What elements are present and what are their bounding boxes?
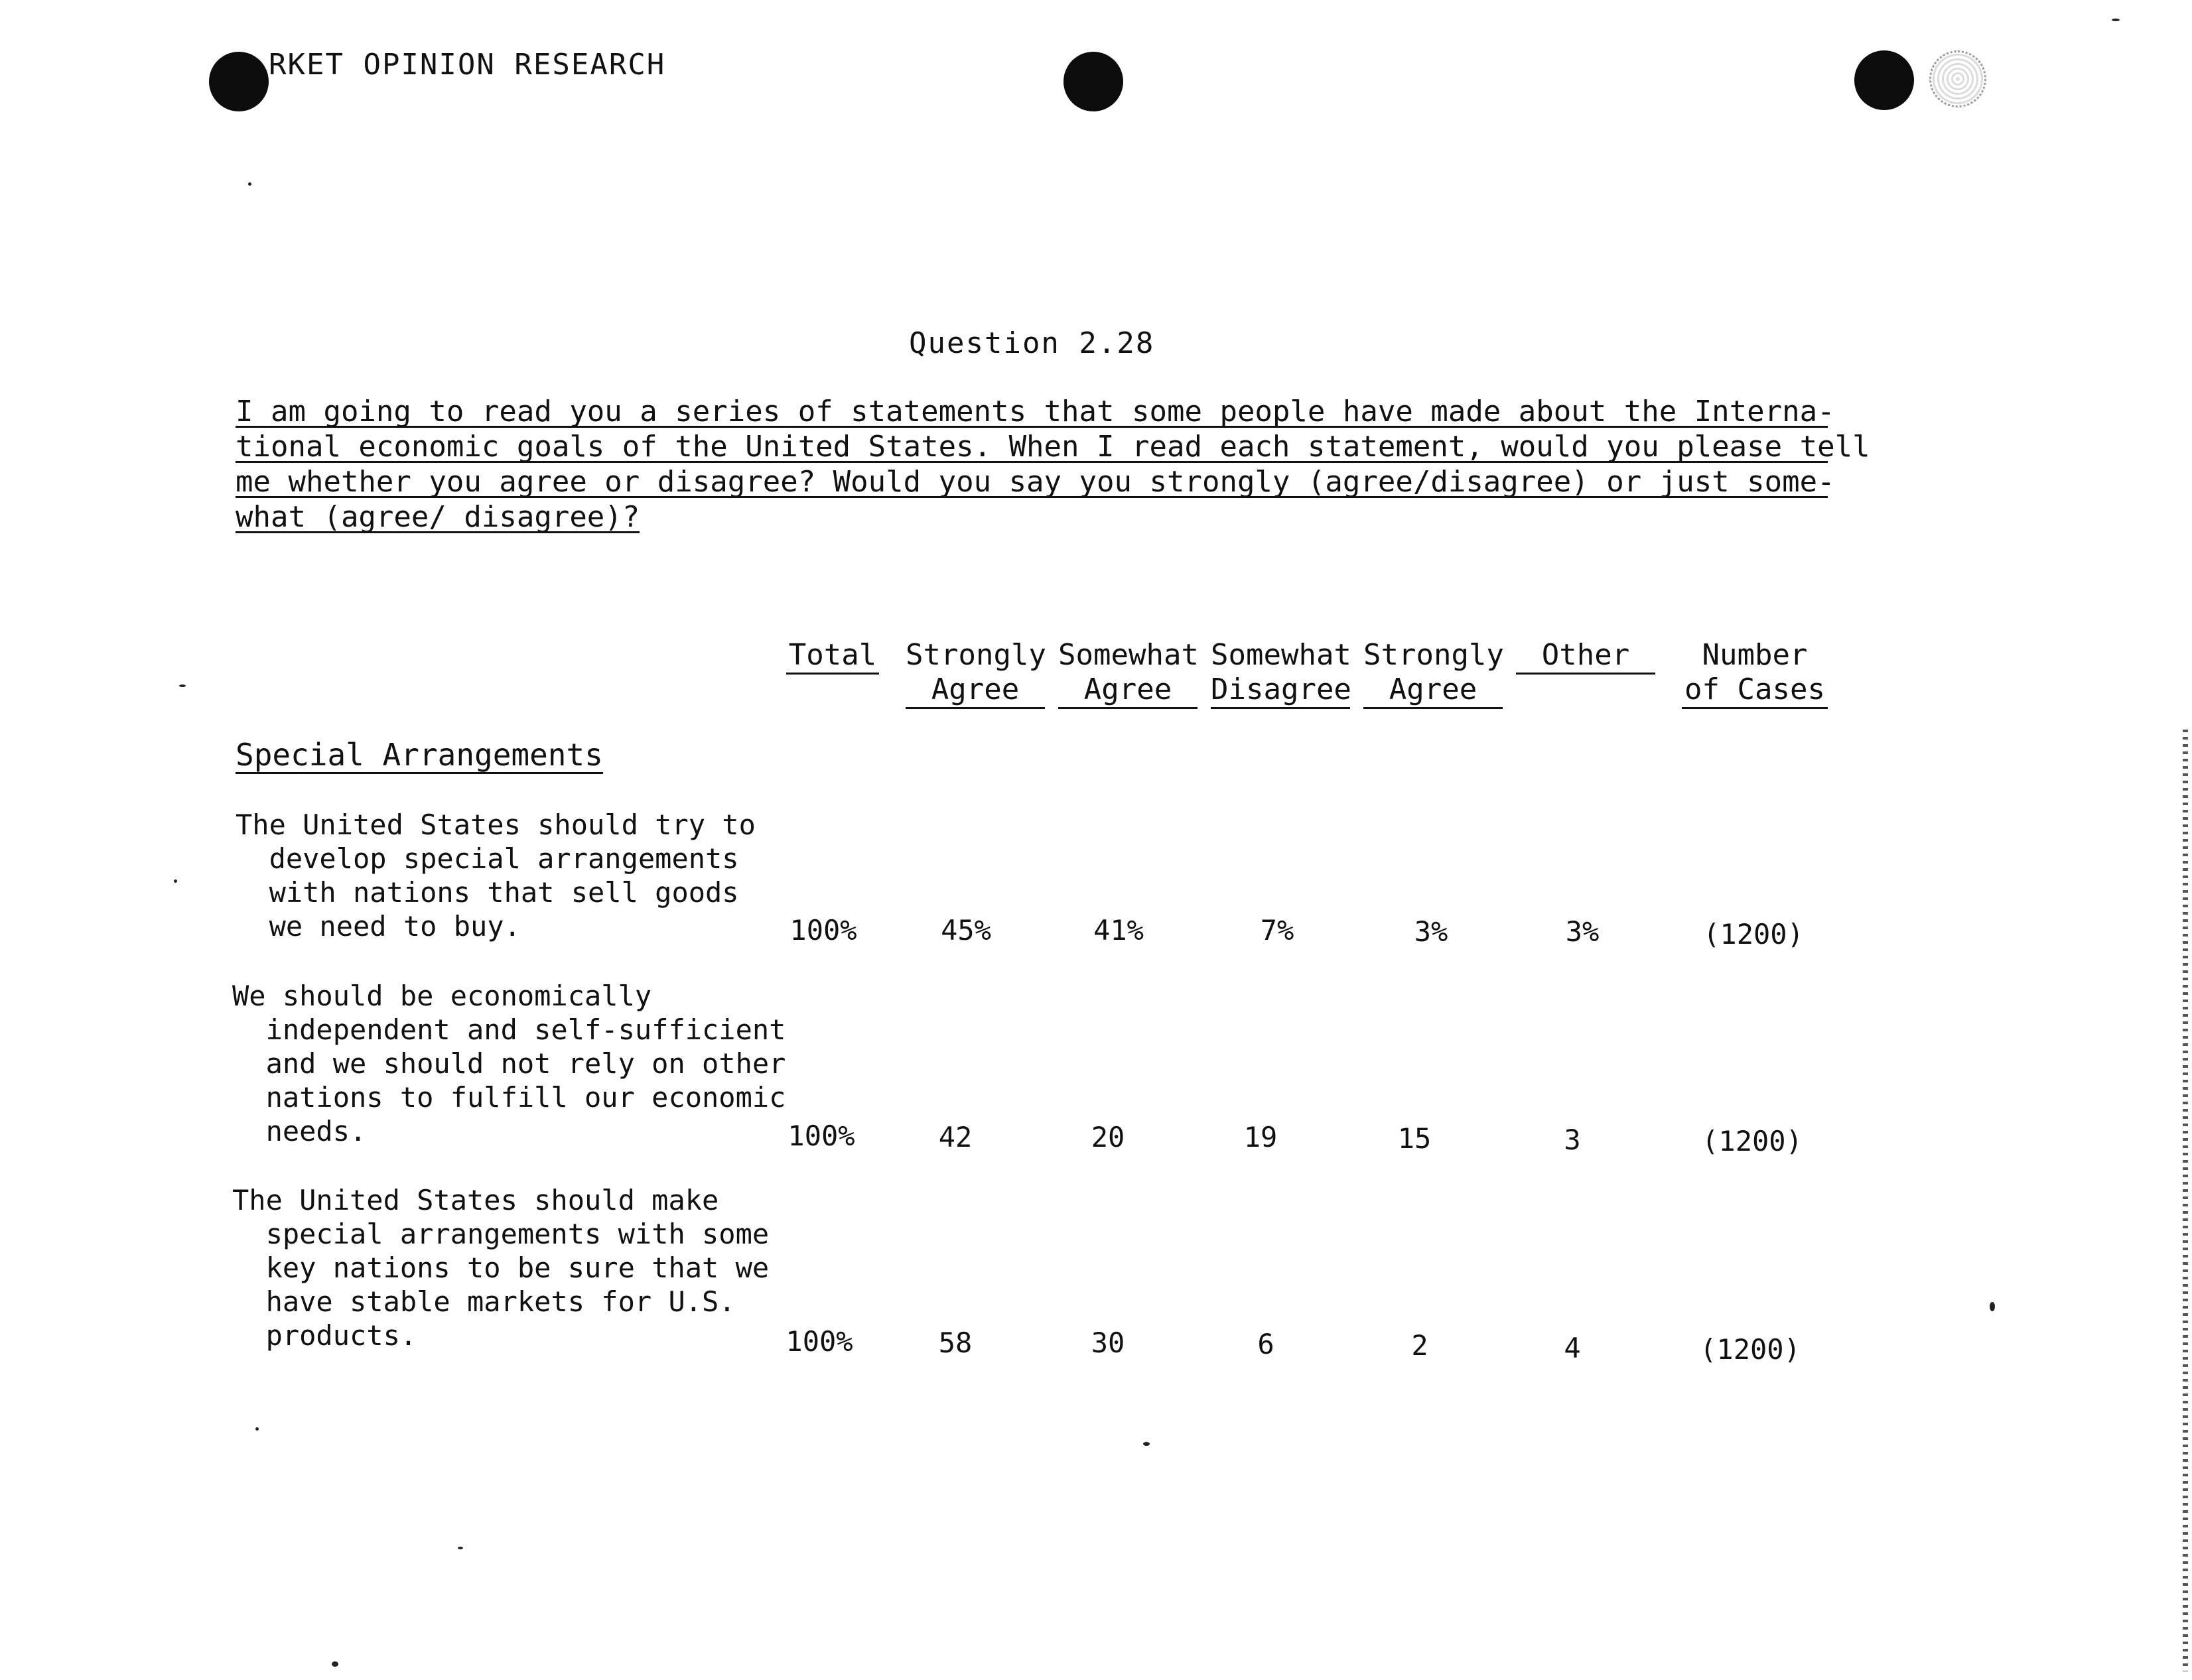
column-header-label: Strongly (1363, 638, 1504, 672)
column-header-strongly-disagree (1363, 638, 1503, 709)
column-header-label: Agree (1363, 673, 1503, 709)
cell-somewhat-agree: 30 (1091, 1326, 1125, 1359)
question-line: I am going to read you a series of statements that some people have made about the Interna- (236, 395, 1835, 428)
row-statement: We should be economically independent and self-sufficient and we should not rely on other nations to fulfill our economic needs. (232, 980, 786, 1147)
column-header-label: Strongly (906, 638, 1046, 672)
question-text (236, 395, 1870, 540)
column-header-label: of Cases (1682, 673, 1828, 709)
question-line: tional economic goals of the United States. When I read each statement, would you please tell (236, 430, 1870, 464)
organization-header: RKET OPINION RESEARCH (269, 48, 666, 82)
column-header-label: Other (1516, 638, 1655, 675)
column-header-strongly-agree (906, 638, 1045, 709)
cell-other: 3 (1564, 1124, 1581, 1156)
scan-speck (179, 684, 186, 687)
cell-somewhat-disagree: 7% (1260, 914, 1294, 946)
column-header-label: Total (786, 638, 879, 675)
scan-speck (248, 182, 251, 186)
column-header-somewhat-disagree (1211, 638, 1350, 709)
question-title: Question 2.28 (909, 326, 1155, 360)
column-header-label: Agree (906, 673, 1045, 709)
scan-edge-noise (2183, 730, 2188, 1671)
cell-other: 4 (1564, 1332, 1581, 1364)
row-statement: The United States should make special arrangements with some key nations to be sure that we have stable markets for U.S. products. (232, 1184, 770, 1352)
cell-total: 100% (786, 1325, 853, 1358)
cell-number-of-cases: (1200) (1700, 1333, 1801, 1366)
column-header-label: Number (1702, 638, 1808, 672)
punch-hole-left (209, 52, 269, 111)
cell-strongly-disagree: 2 (1411, 1329, 1428, 1362)
column-header-number-of-cases (1682, 638, 1828, 709)
punch-hole-ghost (1929, 50, 1986, 107)
cell-other: 3% (1565, 915, 1600, 948)
cell-strongly-disagree: 15 (1397, 1122, 1432, 1155)
cell-strongly-agree: 58 (938, 1326, 973, 1359)
scan-speck (2112, 19, 2120, 21)
punch-hole-center (1063, 52, 1123, 111)
scan-speck (458, 1547, 463, 1549)
row-statement: The United States should try to develop special arrangements with nations that sell goods we need to buy. (236, 808, 756, 942)
section-heading: Special Arrangements (236, 737, 603, 773)
punch-hole-right (1854, 50, 1914, 110)
cell-total: 100% (789, 914, 857, 946)
column-header-label: Agree (1058, 673, 1198, 709)
column-header-label: Somewhat (1211, 638, 1351, 672)
cell-somewhat-agree: 20 (1091, 1121, 1125, 1153)
scan-speck (255, 1427, 259, 1431)
cell-strongly-agree: 42 (938, 1121, 973, 1153)
scan-speck (1990, 1302, 1995, 1311)
question-line: what (agree/ disagree)? (236, 500, 640, 534)
cell-somewhat-disagree: 6 (1257, 1328, 1274, 1360)
cell-total: 100% (788, 1120, 855, 1152)
column-header-label: Disagree (1211, 673, 1350, 709)
scan-speck (1143, 1442, 1150, 1446)
column-header-label: Somewhat (1058, 638, 1199, 672)
column-header-other (1516, 638, 1655, 675)
scan-speck (174, 879, 177, 883)
column-header-somewhat-agree (1058, 638, 1198, 709)
scan-speck (332, 1661, 338, 1667)
cell-number-of-cases: (1200) (1703, 918, 1804, 950)
cell-strongly-agree: 45% (941, 914, 991, 946)
column-header-total (786, 638, 879, 675)
question-line: me whether you agree or disagree? Would you say you strongly (agree/disagree) or just some- (236, 465, 1835, 499)
cell-number-of-cases: (1200) (1702, 1125, 1803, 1157)
cell-somewhat-disagree: 19 (1243, 1121, 1278, 1153)
cell-strongly-disagree: 3% (1414, 915, 1448, 948)
cell-somewhat-agree: 41% (1093, 914, 1144, 946)
